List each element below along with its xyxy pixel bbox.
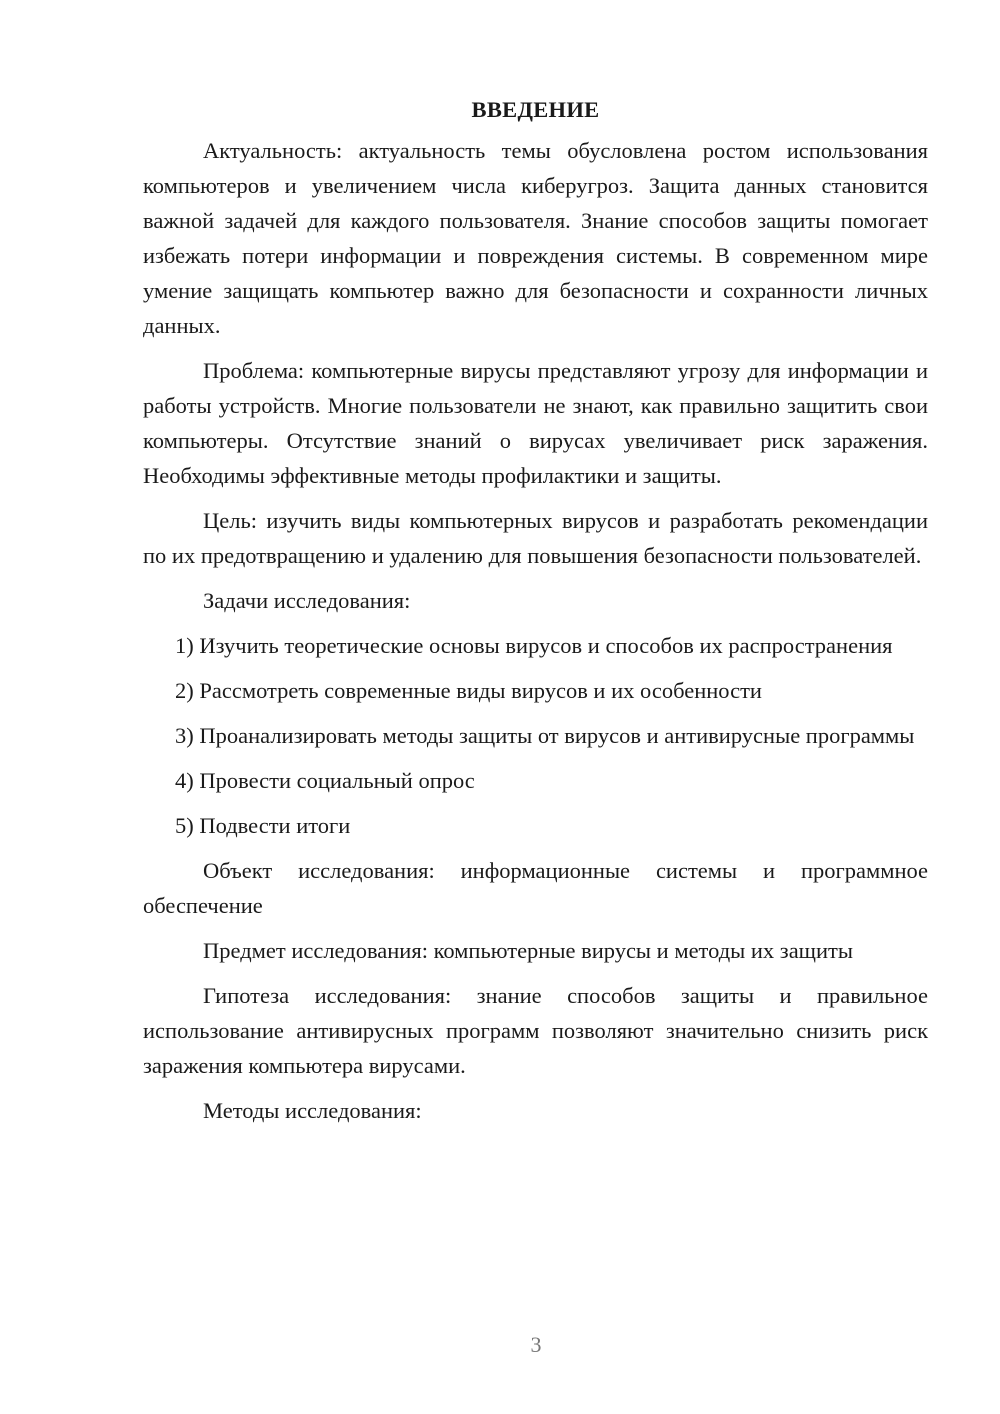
document-page <box>143 92 928 1138</box>
list-item: 1) Изучить теоретические основы вирусов и способов их распространения <box>175 633 893 658</box>
list-item: 2) Рассмотреть современные виды вирусов и их особенности <box>175 678 762 703</box>
paragraph-relevance: Актуальность: актуальность темы обусловлена ростом использования компьютеров и увеличением числа киберугроз. Защита данных становится важной задачей для каждого пользователя. Знание способов защиты помогает избежать потери информации и повреждения системы. В современном мире умение защищать компьютер важно для безопасности и сохранности личных данных. <box>143 138 928 338</box>
list-item: 4) Провести социальный опрос <box>175 768 475 793</box>
paragraph-tasks-heading: Задачи исследования: <box>203 588 411 613</box>
paragraph-subject: Предмет исследования: компьютерные вирусы и методы их защиты <box>203 938 853 963</box>
paragraph-object: Объект исследования: информационные системы и программное обеспечение <box>143 858 928 918</box>
paragraph-goal: Цель: изучить виды компьютерных вирусов и разработать рекомендации по их предотвращению и удалению для повышения безопасности пользователей. <box>143 508 928 568</box>
page-number: 3 <box>530 1332 542 1357</box>
list-item: 3) Проанализировать методы защиты от вирусов и антивирусные программы <box>175 723 915 748</box>
paragraph-hypothesis: Гипотеза исследования: знание способов защиты и правильное использование антивирусных программ позволяют значительно снизить риск заражения компьютера вирусами. <box>143 983 928 1078</box>
list-item: 5) Подвести итоги <box>175 813 351 838</box>
paragraph-methods: Методы исследования: <box>203 1098 422 1123</box>
tasks-list <box>143 628 928 843</box>
page-title: ВВЕДЕНИЕ <box>471 97 600 122</box>
paragraph-problem: Проблема: компьютерные вирусы представляют угрозу для информации и работы устройств. Многие пользователи не знают, как правильно защитить свои компьютеры. Отсутствие знаний о вирусах увеличивает риск заражения. Необходимы эффективные методы профилактики и защиты. <box>143 358 928 488</box>
